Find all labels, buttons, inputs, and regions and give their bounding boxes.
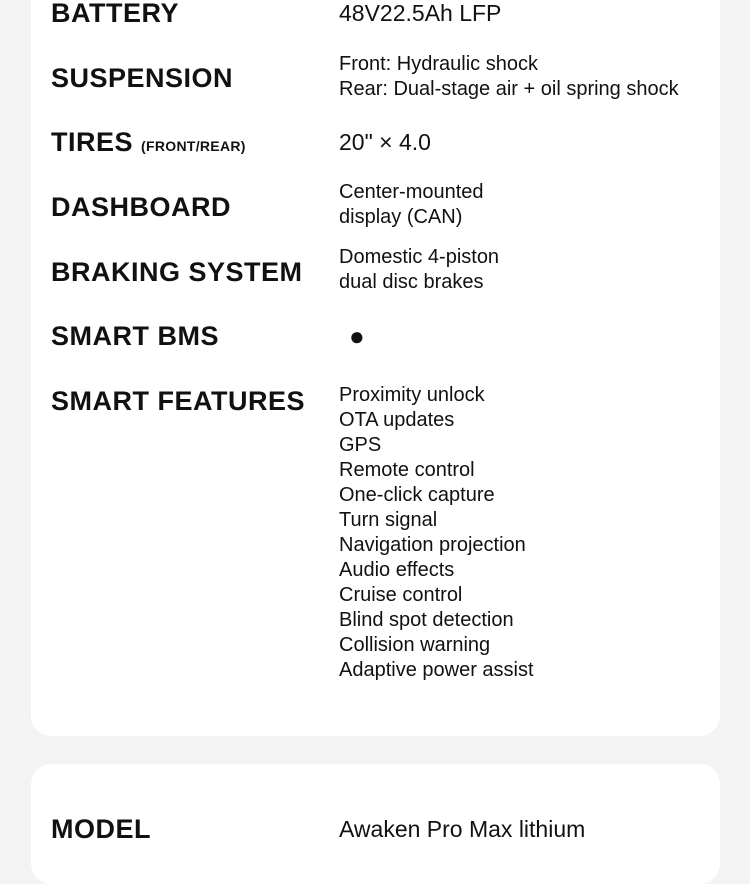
list-item: Proximity unlock xyxy=(339,384,485,406)
list-item: GPS xyxy=(339,434,382,456)
spec-label xyxy=(51,127,246,161)
spec-value: Awaken Pro Max lithium xyxy=(339,816,586,842)
bullet-icon: ● xyxy=(349,321,365,351)
spec-value-line: display (CAN) xyxy=(339,206,463,228)
spec-label: MODEL xyxy=(51,814,151,844)
list-item: Turn signal xyxy=(339,509,438,531)
spec-value-line: dual disc brakes xyxy=(339,271,484,293)
spec-card-next xyxy=(31,764,720,884)
list-item: Cruise control xyxy=(339,584,463,606)
spec-value: 20" × 4.0 xyxy=(339,129,431,155)
spec-label: BRAKING SYSTEM xyxy=(51,257,303,287)
spec-label: DASHBOARD xyxy=(51,192,231,222)
spec-label: SMART FEATURES xyxy=(51,386,305,416)
list-item: OTA updates xyxy=(339,409,455,431)
spec-card xyxy=(31,0,720,736)
list-item: Audio effects xyxy=(339,559,455,581)
spec-label-main: TIRES xyxy=(51,127,134,157)
spec-value xyxy=(339,245,499,295)
spec-value xyxy=(339,52,679,102)
feature-list xyxy=(339,383,534,683)
list-item: Navigation projection xyxy=(339,534,526,556)
spec-value-line: Domestic 4-piston xyxy=(339,246,500,268)
spec-value: 48V22.5Ah LFP xyxy=(339,0,502,26)
list-item: Adaptive power assist xyxy=(339,659,534,681)
spec-value-line: Front: Hydraulic shock xyxy=(339,53,538,75)
spec-label: BATTERY xyxy=(51,0,179,28)
spec-value-line: Rear: Dual-stage air + oil spring shock xyxy=(339,78,679,100)
spec-label: SUSPENSION xyxy=(51,63,234,93)
spec-value-line: Center-mounted xyxy=(339,181,484,203)
spec-label: SMART BMS xyxy=(51,321,219,351)
list-item: Remote control xyxy=(339,459,475,481)
list-item: One-click capture xyxy=(339,484,495,506)
spec-value xyxy=(339,180,484,230)
spec-label-sub: (FRONT/REAR) xyxy=(141,138,246,154)
list-item: Blind spot detection xyxy=(339,609,514,631)
list-item: Collision warning xyxy=(339,634,491,656)
